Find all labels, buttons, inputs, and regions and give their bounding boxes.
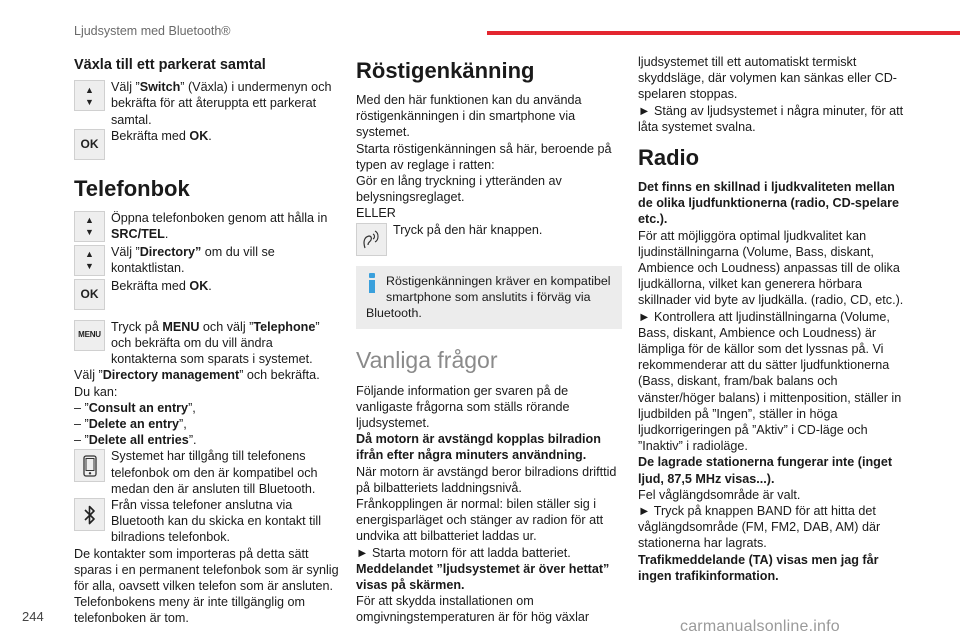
up-down-arrows-icon: ▲ ▼ (74, 245, 105, 276)
faq-question-4: De lagrade stationerna fungerar inte (inget ljud, 87,5 MHz visas...). (638, 455, 893, 486)
faq-answer-2a: För att skydda installationen om omgivningstemperaturen är för hög växlar (356, 594, 590, 625)
overheat-action: ► Stäng av ljudsystemet i några minuter, för att låta systemet svalna. (638, 103, 904, 134)
phonebook-confirm-step: OK Bekräfta med OK. (74, 278, 342, 294)
watermark: carmanualsonline.info (680, 618, 840, 635)
info-icon (366, 273, 378, 293)
menu-step: MENU Tryck på MENU och välj ”Telephone” och bekräfta om du vill ändra kontakterna som sparats i systemet. (74, 319, 342, 368)
page-number: 244 (22, 609, 44, 624)
faq-question-5: Trafikmeddelande (TA) visas men jag får ingen trafikinformation. (638, 552, 879, 583)
voice-long-press-text: Gör en lång tryckning i ytteränden av belysningsreglaget. (356, 174, 562, 205)
switch-call-heading: Växla till ett parkerat samtal (74, 57, 266, 73)
faq-question-2: Meddelandet ”ljudsystemet är över hettat” visas på skärmen. (356, 561, 610, 593)
faq-answer-1c: ► Starta motorn för att ladda batteriet. (356, 545, 571, 560)
faq-answer-4b: ► Tryck på knappen BAND för att hitta det våglängdsområde (FM, FM2, DAB, AM) där stationerna har lagrats. (638, 504, 881, 551)
ok-button-icon: OK (74, 129, 105, 160)
phonebook-heading: Telefonbok (74, 175, 190, 201)
voice-button-step: Tryck på den här knappen. (356, 222, 622, 238)
bluetooth-send-note: Från vissa telefoner anslutna via Bluetooth kan du skicka en kontakt till bilradions telefonbok. (74, 497, 342, 546)
column-middle (356, 54, 622, 626)
faq-heading: Vanliga frågor (356, 346, 498, 373)
running-header: Ljudsystem med Bluetooth® (74, 24, 231, 38)
faq-intro: Följande information ger svaren på de vanligaste frågorna som ställs rörande ljudsystemet. (356, 383, 570, 431)
up-down-arrows-icon: ▲ ▼ (74, 80, 105, 111)
du-kan-text: Du kan: (74, 384, 118, 399)
option-delete-all: – ”Delete all entries”. (74, 433, 197, 448)
option-delete: – ”Delete an entry”, (74, 417, 187, 432)
overheat-continued: ljudsystemet till ett automatiskt termiskt skyddsläge, där volymen kan sänkas eller CD-spelaren stoppas. (638, 55, 897, 102)
confirm-step: OK Bekräfta med OK. (74, 128, 342, 144)
voice-intro-text: Med den här funktionen kan du använda röstigenkänningen i din smartphone via systemet. (356, 93, 582, 140)
faq-question-3: Det finns en skillnad i ljudkvaliteten mellan de olika ljudfunktionerna (radio, CD-spelare etc.). (638, 180, 900, 227)
faq-answer-3a: För att möjliggöra optimal ljudkvalitet kan ljudinställningarna (Volume, Bass, diskant, Ambience och Loudness) anpassas till de olika ljudkällorna, vilket kan generera hörbara skillnader vid byte av ljudkälla. (radio, CD, etc.). (638, 228, 904, 308)
phonebook-open-step: ▲ ▼ Öppna telefonboken genom att hålla in SRC/TEL. (74, 210, 342, 242)
directory-management-text: Välj ”Directory management” och bekräfta. (74, 368, 320, 383)
switch-step: ▲ ▼ Välj ”Switch” (Växla) i undermenyn och bekräfta för att återuppta ett parkerat samtal. (74, 79, 342, 128)
faq-answer-1a: När motorn är avstängd beror bilradions drifttid på bilbatteriets laddningsnivå. (356, 464, 617, 495)
faq-answer-4a: Fel våglängdsområde är valt. (638, 487, 801, 502)
voice-command-icon (356, 223, 387, 256)
faq-question-1: Då motorn är avstängd kopplas bilradion ifrån efter några minuters användning. (356, 432, 601, 463)
voice-recognition-heading: Röstigenkänning (356, 58, 535, 83)
column-right (638, 54, 908, 584)
info-note: Röstigenkänningen kräver en kompatibel smartphone som anslutits i förväg via Bluetooth. (356, 266, 622, 329)
voice-start-text: Starta röstigenkänningen så här, beroende på typen av reglage i ratten: (356, 141, 612, 172)
radio-heading: Radio (638, 145, 700, 171)
column-left (74, 54, 342, 627)
directory-step: ▲ ▼ Välj ”Directory” om du vill se kontaktlistan. (74, 244, 342, 276)
faq-answer-3b: ► Kontrollera att ljudinställningarna (Volume, Bass, diskant, Ambience och Loudness) är lämpliga för de källor som det lyssnas på. Vi rekommenderar att du sätter ljudfunktionerna (Bass, diskant, fram/bak balans och vänster/höger balans) i mittenposition, ställer in ljudbilden på ”Ingen”, ställer in höga ljudkorrigeringen på ”Aktiv” i CD-läge och ”Inaktiv” i radioläge. (638, 309, 902, 454)
phone-access-note: Systemet har tillgång till telefonens telefonbok om den är kompatibel och medan den är ansluten till Bluetooth. (74, 448, 342, 497)
import-text: De kontakter som importeras på detta sätt sparas i en permanent telefonbok som är synlig för alla, oavsett vilken telefon som är ansluten. (74, 546, 339, 594)
option-consult: – ”Consult an entry”, (74, 400, 196, 415)
phone-icon (74, 449, 105, 482)
switch-label: Switch (139, 80, 181, 95)
ok-button-icon: OK (74, 279, 105, 310)
menu-button-icon: MENU (74, 320, 105, 351)
header-accent-bar (487, 31, 960, 35)
eller-text: ELLER (356, 206, 396, 221)
bluetooth-icon (74, 498, 105, 531)
up-down-arrows-icon: ▲ ▼ (74, 211, 105, 242)
faq-answer-1b: Frånkopplingen är normal: bilen ställer sig i energisparläget och stänger av radion för att undvika att bilbatteriet laddas ur. (356, 497, 604, 544)
menu-unavailable-text: Telefonbokens meny är inte tillgänglig om telefonboken är tom. (74, 595, 306, 626)
